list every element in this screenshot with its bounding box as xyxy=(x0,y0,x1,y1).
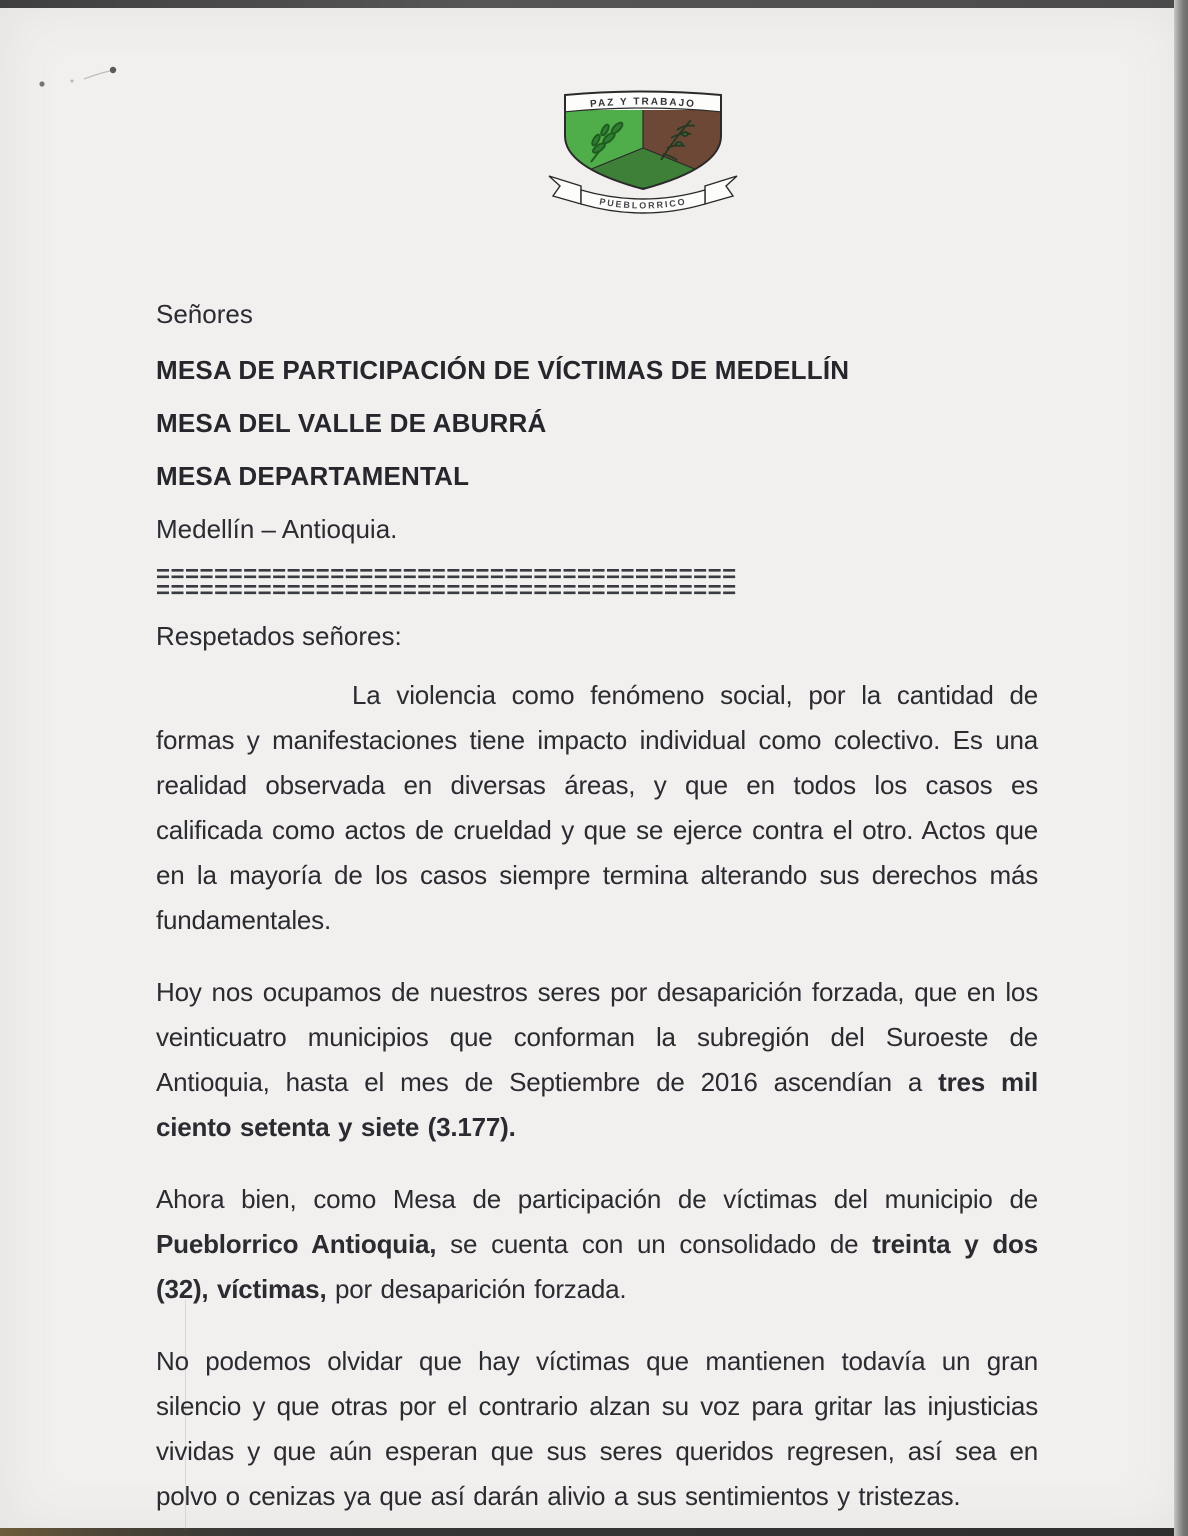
equals-divider xyxy=(156,563,1038,597)
letter-body xyxy=(156,297,1038,1536)
paragraph-pueblorrico-count: Ahora bien, como Mesa de participación de víctimas del municipio de Pueblorrico Antioquia, se cuenta con un consolidado de treinta y dos (32), víctimas, por desaparición forzada. xyxy=(156,1184,1038,1304)
location-line: Medellín – Antioquia. xyxy=(156,514,398,544)
paragraph-violence: La violencia como fenómeno social, por la cantidad de formas y manifestaciones tiene impacto individual como colectivo. Es una realidad observada en diversas áreas, y que en todos los casos es calificada como actos de crueldad y que se ejerce contra el otro. Actos que en la mayoría de los casos siempre termina alterando sus derechos más fundamentales. xyxy=(156,680,1038,935)
paragraph-victims-silence: No podemos olvidar que hay víctimas que mantienen todavía un gran silencio y que otras por el contrario alzan su voz para gritar las injusticias vividas y que aún esperan que sus seres queridos regresen, así sea en polvo o cenizas ya que así darán alivio a sus sentimientos y tristezas. xyxy=(156,1346,1038,1511)
recipient-line-2: MESA DEL VALLE DE ABURRÁ xyxy=(156,408,547,438)
scan-edge-top xyxy=(0,0,1188,8)
greeting-line: Respetados señores: xyxy=(156,621,402,651)
pueblorrico-coat-of-arms xyxy=(543,86,743,218)
crest-municipality-text: PUEBLORRICO xyxy=(598,196,688,211)
pen-scribble-mark xyxy=(28,58,138,103)
recipient-line-3: MESA DEPARTAMENTAL xyxy=(156,461,470,491)
scan-edge-right xyxy=(1174,0,1188,1536)
salutation: Señores xyxy=(156,299,253,329)
recipient-line-1: MESA DE PARTICIPACIÓN DE VÍCTIMAS DE MEDELLÍN xyxy=(156,355,850,385)
paragraph-disappearance-stats: Hoy nos ocupamos de nuestros seres por desaparición forzada, que en los veinticuatro municipios que conforman la subregión del Suroeste de Antioquia, hasta el mes de Septiembre de 2016 ascendían a tres mil ciento setenta y siete (3.177). xyxy=(156,977,1038,1142)
crest-motto-text: PAZ Y TRABAJO xyxy=(589,96,697,111)
